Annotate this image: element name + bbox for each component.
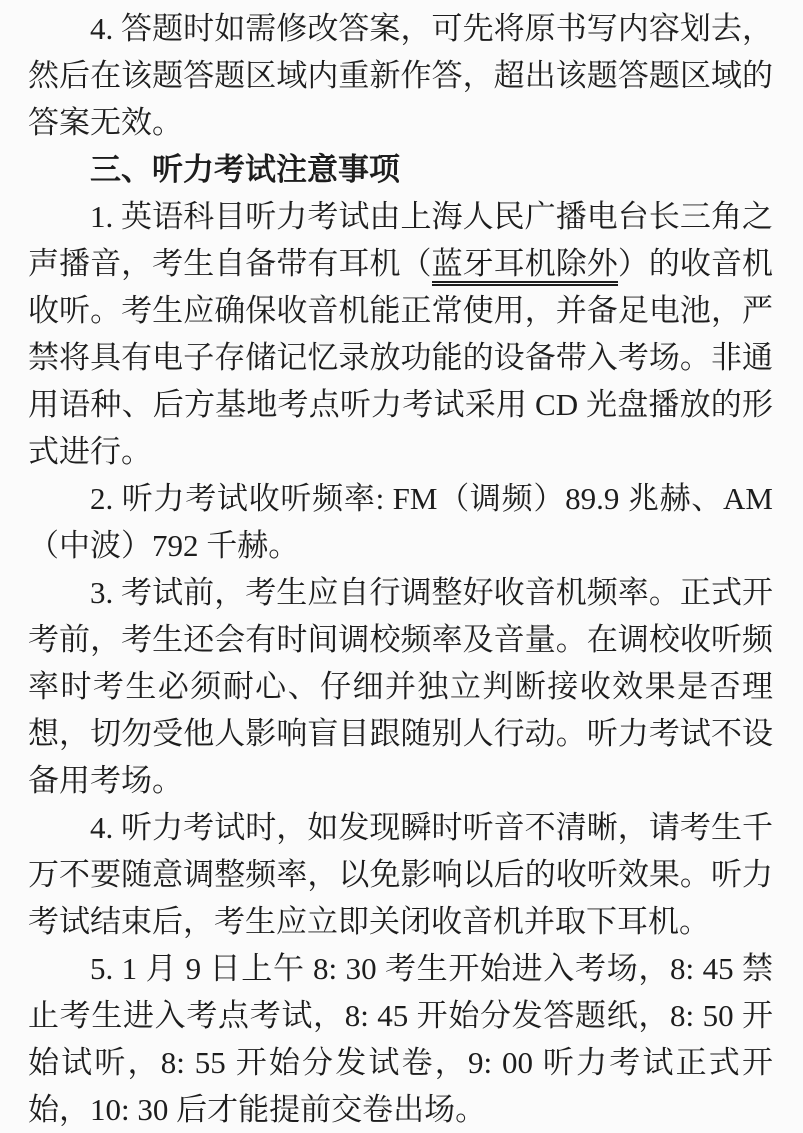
paragraph-listening-item4-interference: 4. 听力考试时，如发现瞬时听音不清晰，请考生千万不要随意调整频率，以免影响以后的收听效果。听力考试结束后，考生应立即关闭收音机并取下耳机。 xyxy=(28,810,773,939)
item1-text-post: ）的收音机收听。考生应确保收音机能正常使用，并备足电池，严禁将具有电子存储记忆录放功能的设备带入考场。非通用语种、后方基地考点听力考试采用 CD 光盘播放的形式进行。 xyxy=(28,246,774,469)
paragraph-answer-modification-rule: 4. 答题时如需修改答案，可先将原书写内容划去，然后在该题答题区域内重新作答，超出该题答题区域的答案无效。 xyxy=(28,11,773,140)
paragraph-listening-item2-frequencies: 2. 听力考试收听频率: FM（调频）89.9 兆赫、AM（中波）792 千赫。 xyxy=(28,481,773,563)
item1-underlined-phrase: 蓝牙耳机除外 xyxy=(432,246,618,286)
paragraph-listening-item5-schedule: 5. 1 月 9 日上午 8: 30 考生开始进入考场，8: 45 禁止考生进入考点考试，8: 45 开始分发答题纸，8: 50 开始试听，8: 55 开始分发试卷，9: 00 听力考试正式开始，10: 30 后才能提前交卷出场。 xyxy=(28,951,773,1127)
paragraph-listening-item1 xyxy=(28,193,773,475)
item1-text-pre: 1. 英语科目听力考试由上海人民广播电台长三角之声播音，考生自备带有耳机（ xyxy=(28,199,773,281)
paragraph-listening-item3-tuning: 3. 考试前，考生应自行调整好收音机频率。正式开考前，考生还会有时间调校频率及音量。在调校收听频率时考生必须耐心、仔细并独立判断接收效果是否理想，切勿受他人影响盲目跟随别人行动。听力考试不设备用考场。 xyxy=(28,575,773,798)
section-heading-listening-exam-notes: 三、听力考试注意事项 xyxy=(90,152,400,187)
